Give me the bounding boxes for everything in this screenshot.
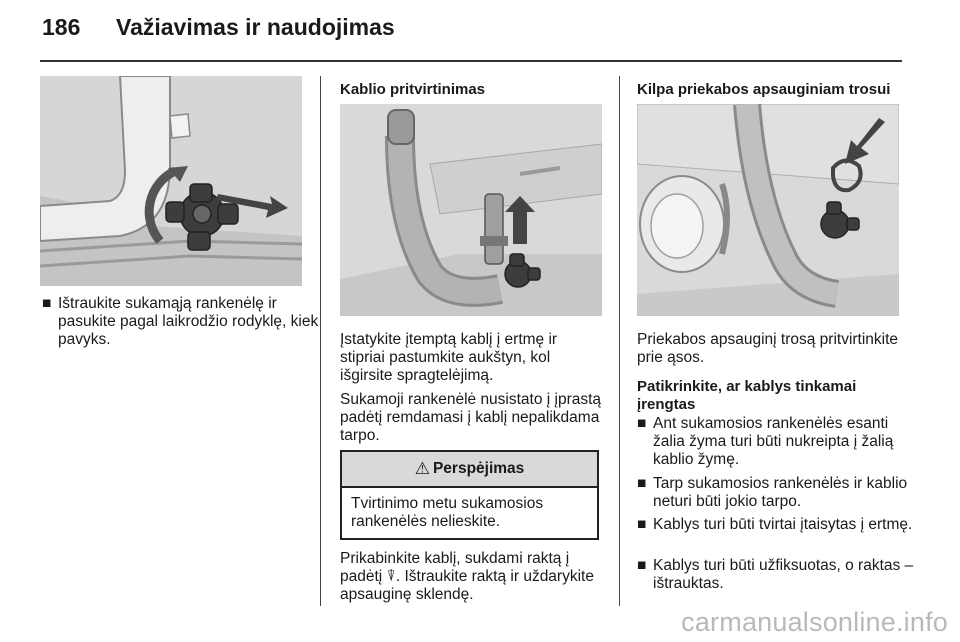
warning-title: Perspėjimas [432,460,525,477]
warning-box [340,450,599,540]
col3-bullet-text: Ant sukamosios rankenėlės esanti žalia žyma turi būti nukreipta į žalią kablio žymę. [653,415,894,468]
col3-bullet-text: Kablys turi būti tvirtai įtaisytas į ertmę. [653,516,913,533]
warning-triangle-icon: ⚠ [414,459,430,478]
bullet-marker: ■ [637,557,647,574]
page-title: Važiavimas ir naudojimas [116,14,395,40]
section-heading-check: Patikrinkite, ar kablys tinkamai įrengtas [637,378,857,413]
safety-cable-eye-figure [637,104,899,316]
bullet-marker: ■ [42,295,52,312]
col3-bullet-text: Tarp sukamosios rankenėlės ir kablio neturi būti jokio tarpo. [653,475,908,510]
warning-header [342,452,597,488]
col2-para3: Prikabinkite kablį, sukdami raktą į padėtį ⍒. Ištraukite raktą ir uždarykite apsauginę sklendę. [340,550,594,603]
bullet-marker: ■ [637,415,647,432]
col1-bullet-text: Ištraukite sukamąją rankenėlę ir pasukite pagal laikrodžio rodyklę, kiek pavyks. [58,295,319,348]
col2-para2: Sukamoji rankenėlė nusistato į įprastą padėtį remdamasi į kablį nepalikdama tarpo. [340,391,602,444]
towbar-knob-figure [40,76,302,286]
warning-text: Tvirtinimo metu sukamosios rankenėlės nelieskite. [351,495,544,530]
towbar-insert-figure [340,104,602,316]
col1-bullet [42,295,320,349]
bullet-marker: ■ [637,516,647,533]
section-heading-attach: Kablio pritvirtinimas [340,81,486,98]
col3-bullet-text: Kablys turi būti užfiksuotas, o raktas – ištrauktas. [653,557,914,592]
column-divider-right [619,76,620,606]
col3-bullet-1 [637,415,915,469]
col3-para1: Priekabos apsauginį trosą pritvirtinkite prie ąsos. [637,331,899,366]
column-divider-left [320,76,321,606]
section-heading-safety-cable: Kilpa priekabos apsauginiam trosui [637,81,891,98]
col3-bullet-2 [637,475,915,511]
watermark: carmanualsonline.info [681,607,948,637]
col3-bullet-3 [637,516,915,534]
col3-bullet-4 [637,557,915,593]
page-number: 186 [42,14,81,40]
header-rule [40,60,902,62]
col2-para1: Įstatykite įtemptą kablį į ertmę ir stipriai pastumkite aukštyn, kol išgirsite spragtelėjimą. [340,331,558,384]
bullet-marker: ■ [637,475,647,492]
